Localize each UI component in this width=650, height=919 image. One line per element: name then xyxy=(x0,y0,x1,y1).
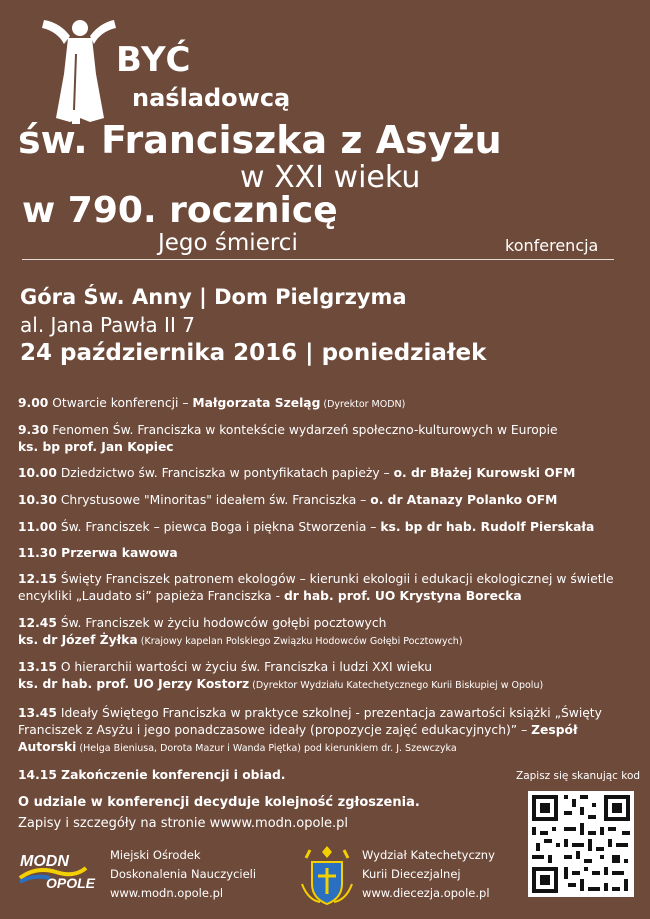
registration-info: Zapisy i szczegóły na stronie wwww.modn.opole.pl xyxy=(18,816,349,831)
registration-notice: O udziale w konferencji decyduje kolejność zgłoszenia. xyxy=(18,795,420,810)
program-item xyxy=(18,615,632,650)
organizer-line2: Doskonalenia Nauczycieli xyxy=(110,867,257,881)
title-divider xyxy=(22,259,614,260)
event-kind: konferencja xyxy=(505,236,599,255)
program-time: 9.30 xyxy=(18,423,49,437)
qr-code-icon[interactable] xyxy=(528,791,634,897)
venue: Góra Św. Anny | Dom Pielgrzyma xyxy=(20,285,407,309)
modn-logo-icon xyxy=(16,848,108,894)
program-note: (Dyrektor Wydziału Katechetycznego Kurii Biskupiej w Opolu) xyxy=(249,680,544,691)
organizer-modn xyxy=(110,846,256,903)
program-speaker: Zespół Autorski xyxy=(18,723,578,754)
program-text: Fenomen Św. Franciszka w kontekście wydarzeń społeczno-kulturowych w Europie xyxy=(48,423,558,437)
title-line-3: św. Franciszka z Asyżu xyxy=(18,118,502,162)
program-time: 10.00 xyxy=(18,466,57,480)
program-item xyxy=(18,395,632,413)
friar-silhouette-icon xyxy=(34,14,118,126)
program-text: Ideały Świętego Franciszka w praktyce szkolnej - prezentacja zawartości książki „Święty Franciszek z Asyżu i jego ponadczasowe ideały (propozycje zajęć edukacyjnych)” – xyxy=(18,706,602,737)
program-time: 13.45 xyxy=(18,706,57,720)
program-text: Św. Franciszek w życiu hodowców gołębi pocztowych xyxy=(56,616,387,630)
program-speaker: ks. dr hab. prof. UO Jerzy Kostorz xyxy=(18,677,250,691)
program-speaker: dr hab. prof. UO Krystyna Borecka xyxy=(283,589,522,603)
program-speaker: ks. dr Józef Żyłka xyxy=(18,633,138,647)
venue-address: al. Jana Pawła II 7 xyxy=(20,313,195,337)
program-time: 10.30 xyxy=(18,493,57,507)
program-text: Św. Franciszek – piewca Boga i piękna Stworzenia – xyxy=(56,520,381,534)
program-item xyxy=(18,545,632,562)
program-item xyxy=(18,519,632,536)
program-speaker: o. dr Błażej Kurowski OFM xyxy=(393,466,576,480)
svg-text:OPOLE: OPOLE xyxy=(46,875,96,891)
program-speaker: ks. bp prof. Jan Kopiec xyxy=(18,440,174,454)
program-speaker: o. dr Atanazy Polanko OFM xyxy=(370,493,558,507)
organizer-diocese xyxy=(362,846,495,903)
title-line-2: naśladowcą xyxy=(132,84,291,112)
qr-label: Zapisz się skanując kod xyxy=(516,770,641,782)
program-item xyxy=(18,422,632,456)
program-time: 12.15 xyxy=(18,572,57,586)
organizer-line2: Kurii Diecezjalnej xyxy=(362,867,461,881)
program-item xyxy=(18,571,632,605)
program-text: Dziedzictwo św. Franciszka w pontyfikatach papieży – xyxy=(56,466,394,480)
organizer-url[interactable]: www.diecezja.opole.pl xyxy=(362,886,490,900)
diocese-coat-of-arms-icon xyxy=(298,844,356,906)
program-time: 12.45 xyxy=(18,616,57,630)
program-text: Chrystusowe "Minoritas" ideałem św. Franciszka – xyxy=(56,493,371,507)
program-text: Otwarcie konferencji – xyxy=(48,396,193,410)
program-text: Święty Franciszek patronem ekologów – kierunki ekologii i edukacji ekologicznej w świetle encykliki „Laudato si” papieża Franciszka - xyxy=(18,572,614,603)
event-date: 24 października 2016 | poniedziałek xyxy=(20,340,487,366)
title-line-5: w 790. rocznicę xyxy=(22,190,338,231)
title-line-6: Jego śmierci xyxy=(158,230,298,256)
svg-text:MODN: MODN xyxy=(20,853,69,870)
program-time: 9.00 xyxy=(18,396,49,410)
program-text: Zakończenie konferencji i obiad. xyxy=(56,768,286,782)
program-time: 14.15 xyxy=(18,768,57,782)
program-time: 11.30 xyxy=(18,546,57,560)
title-line-1: BYĆ xyxy=(116,40,192,80)
program-time: 11.00 xyxy=(18,520,57,534)
program-text: Przerwa kawowa xyxy=(56,546,178,560)
organizer-url[interactable]: www.modn.opole.pl xyxy=(110,886,224,900)
program-note: (Helga Bieniusa, Dorota Mazur i Wanda Piętka) pod kierunkiem dr. J. Szewczyka xyxy=(76,743,457,754)
program-item xyxy=(18,492,632,509)
program-item xyxy=(18,465,632,482)
program-speaker: Małgorzata Szeląg xyxy=(192,396,321,410)
program-item xyxy=(18,659,632,694)
program-text: O hierarchii wartości w życiu św. Franciszka i ludzi XXI wieku xyxy=(56,660,433,674)
organizer-line1: Miejski Ośrodek xyxy=(110,848,201,862)
program-item xyxy=(18,705,632,757)
organizer-line1: Wydział Katechetyczny xyxy=(362,848,495,862)
program-note: (Krajowy kapelan Polskiego Związku Hodowców Gołębi Pocztowych) xyxy=(137,636,463,647)
title-line-4: w XXI wieku xyxy=(240,160,421,195)
program-time: 13.15 xyxy=(18,660,57,674)
program-note: (Dyrektor MODN) xyxy=(320,399,406,410)
program-speaker: ks. bp dr hab. Rudolf Pierskała xyxy=(380,520,595,534)
